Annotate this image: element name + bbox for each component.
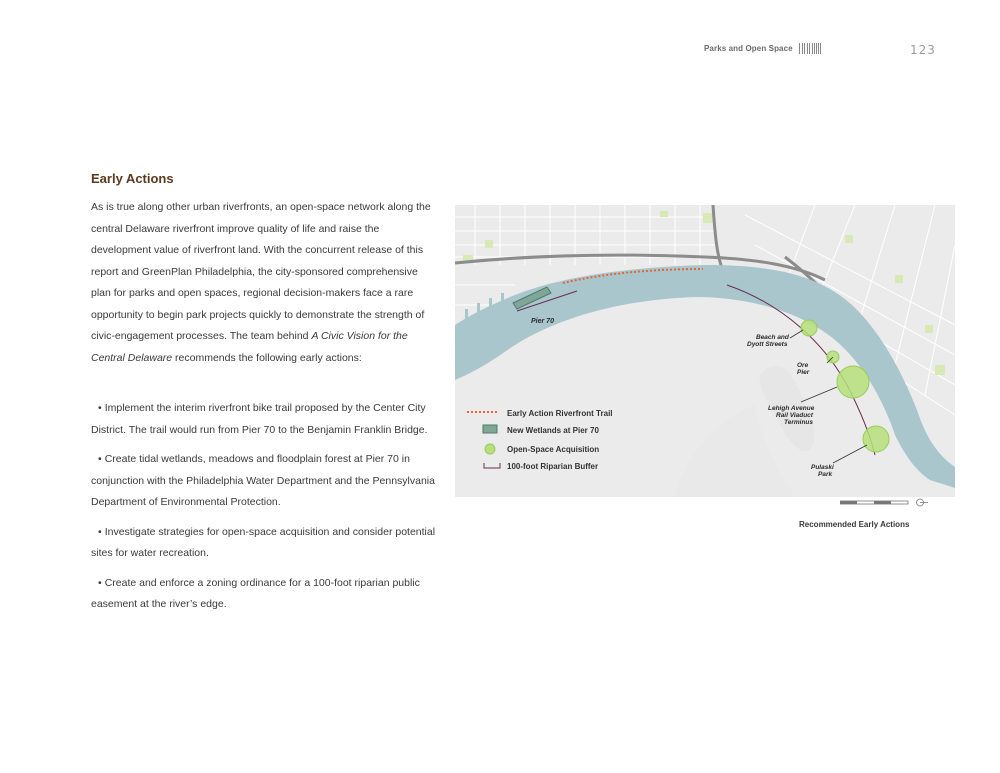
list-item bbox=[91, 398, 436, 441]
bullet-icon: • bbox=[98, 453, 102, 465]
barcode-ornament bbox=[799, 43, 821, 54]
legend-label: 100-foot Riparian Buffer bbox=[507, 462, 599, 471]
list-item bbox=[91, 573, 436, 616]
bullet-icon: • bbox=[98, 525, 102, 538]
bullet-icon: • bbox=[98, 576, 102, 589]
list-item-text: Implement the interim riverfront bike trail proposed by the Center City District. The trail would run from Pier 70 to the Benjamin Franklin Bridge. bbox=[91, 402, 428, 436]
map-label-beach-dyott: Beach and Dyott Streets bbox=[747, 334, 789, 348]
list-item-text: Investigate strategies for open-space acquisition and consider potential sites for water recreation. bbox=[91, 525, 436, 559]
report-title-italic: A Civic Vision for the Central Delaware bbox=[91, 330, 408, 364]
legend-label: Open-Space Acquisition bbox=[507, 445, 600, 454]
map-label-pier-70: Pier 70 bbox=[531, 318, 554, 325]
list-item bbox=[91, 449, 436, 514]
legend-wetland-symbol bbox=[483, 425, 497, 433]
map-label-pulaski: Pulaski Park bbox=[811, 464, 834, 478]
legend-circle-symbol bbox=[485, 444, 495, 454]
bullet-icon: • bbox=[98, 402, 102, 414]
riverfront-map bbox=[455, 205, 955, 497]
intro-paragraph bbox=[91, 197, 436, 369]
scale-bar-graphic bbox=[840, 497, 930, 509]
figure-caption: Recommended Early Actions bbox=[799, 520, 910, 529]
intro-text-start: As is true along other urban riverfronts, an open-space network along the central Delaware riverfront improve quality of life and raise the development value of riverfront land. With the concurrent release of this report and GreenPlan Philadelphia, the city-sponsored comprehensive plan for parks and open spaces, regional decision-makers face a rare opportunity to begin park projects quickly to demonstrate the strength of civic-engagement processes. The team behind bbox=[91, 201, 431, 342]
intro-text-end: recommends the following early actions: bbox=[172, 351, 362, 364]
map-label-lehigh: Lehigh Avenue Rail Viaduct Terminus bbox=[768, 405, 815, 426]
page-number: 123 bbox=[910, 43, 936, 57]
list-item bbox=[91, 522, 436, 565]
map-label-ore-pier: Ore Pier bbox=[797, 362, 810, 376]
running-header-section: Parks and Open Space bbox=[704, 44, 793, 53]
acquisition-circle-pulaski bbox=[863, 426, 889, 452]
section-heading: Early Actions bbox=[91, 171, 174, 186]
list-item-text: Create tidal wetlands, meadows and floodplain forest at Pier 70 in conjunction with the Philadelphia Water Department and the Pennsylvania Department of Environmental Protection. bbox=[91, 453, 435, 508]
acquisition-circle-lehigh bbox=[837, 366, 869, 398]
list-item-text: Create and enforce a zoning ordinance for a 100-foot riparian public easement at the river’s edge. bbox=[91, 576, 420, 610]
acquisition-circle-beach-dyott bbox=[801, 320, 817, 336]
early-actions-list bbox=[91, 398, 436, 624]
map-svg bbox=[455, 205, 955, 497]
legend-label: New Wetlands at Pier 70 bbox=[507, 426, 599, 435]
legend-label: Early Action Riverfront Trail bbox=[507, 409, 613, 418]
